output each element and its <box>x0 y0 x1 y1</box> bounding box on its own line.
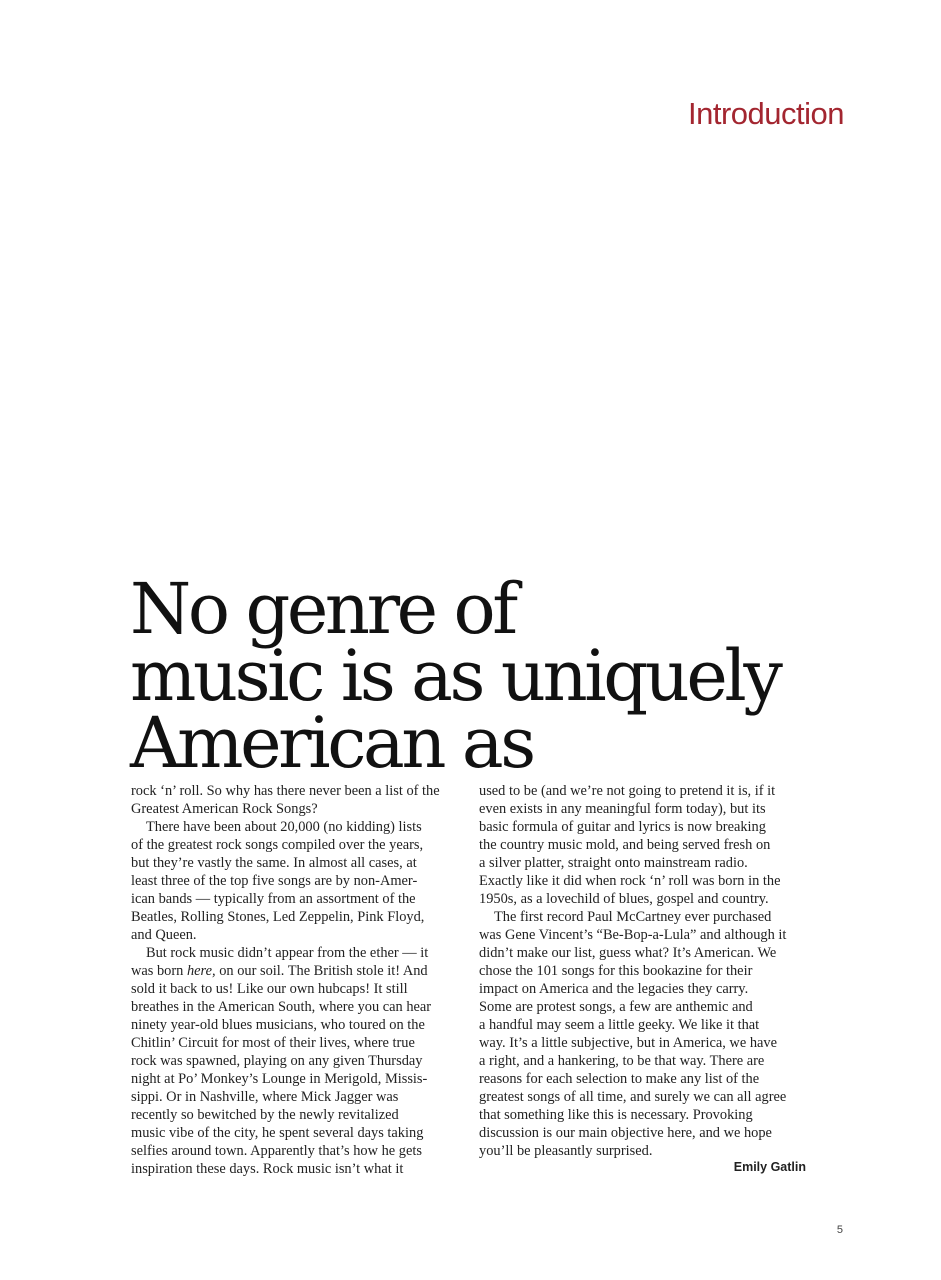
body-line: even exists in any meaningful form today), but its <box>479 801 766 817</box>
body-line: but they’re vastly the same. In almost all cases, at <box>131 855 417 871</box>
body-line: chose the 101 songs for this bookazine for their <box>479 963 753 979</box>
headline-line-3: American as <box>130 702 533 784</box>
body-line: and Queen. <box>131 927 197 943</box>
body-line: basic formula of guitar and lyrics is now breaking <box>479 819 766 835</box>
body-line: a handful may seem a little geeky. We like it that <box>479 1017 760 1033</box>
body-line: the country music mold, and being served fresh on <box>479 837 771 853</box>
body-line: Exactly like it did when rock ‘n’ roll was born in the <box>479 873 781 889</box>
body-line: was Gene Vincent’s “Be-Bop-a-Lula” and although it <box>479 927 787 943</box>
body-line: There have been about 20,000 (no kidding) lists <box>146 819 422 835</box>
body-line-text: on our soil. The British stole it! And <box>215 963 428 979</box>
body-line: rock ‘n’ roll. So why has there never been a list of the <box>131 783 440 799</box>
body-line: sold it back to us! Like our own hubcaps! It still <box>131 981 408 997</box>
body-line: used to be (and we’re not going to pretend it is, if it <box>479 783 776 799</box>
body-line: impact on America and the legacies they carry. <box>479 981 749 997</box>
body-line: Beatles, Rolling Stones, Led Zeppelin, Pink Floyd, <box>131 909 425 925</box>
body-line: of the greatest rock songs compiled over the years, <box>131 837 424 853</box>
body-line: ican bands — typically from an assortment of the <box>131 891 416 907</box>
body-line: that something like this is necessary. Provoking <box>479 1107 753 1123</box>
headline <box>130 568 850 784</box>
body-line <box>131 962 463 980</box>
body-line: music vibe of the city, he spent several days taking <box>131 1125 424 1141</box>
body-line: Some are protest songs, a few are anthemic and <box>479 999 753 1015</box>
body-line: reasons for each selection to make any list of the <box>479 1071 760 1087</box>
body-line: greatest songs of all time, and surely we can all agree <box>479 1089 787 1105</box>
body-line: The first record Paul McCartney ever purchased <box>494 909 772 925</box>
body-line: recently so bewitched by the newly revitalized <box>131 1107 399 1123</box>
body-column-left <box>131 782 463 1178</box>
body-line: selfies around town. Apparently that’s how he gets <box>131 1143 422 1159</box>
body-line: inspiration these days. Rock music isn’t what it <box>131 1161 404 1177</box>
body-line: Chitlin’ Circuit for most of their lives, where true <box>131 1035 415 1051</box>
author-byline: Emily Gatlin <box>733 1160 806 1174</box>
body-column-right <box>479 782 811 1160</box>
body-line: least three of the top five songs are by non-Amer- <box>131 873 418 889</box>
headline-line-1: No genre of <box>130 568 515 650</box>
body-line: a silver platter, straight onto mainstream radio. <box>479 855 748 871</box>
body-line: Greatest American Rock Songs? <box>131 801 318 817</box>
body-line: discussion is our main objective here, and we hope <box>479 1125 772 1141</box>
body-line: sippi. Or in Nashville, where Mick Jagger was <box>131 1089 399 1105</box>
body-line: you’ll be pleasantly surprised. <box>479 1143 653 1159</box>
body-line: But rock music didn’t appear from the ether — it <box>146 945 429 961</box>
page-number: 5 <box>836 1224 843 1236</box>
emphasis-here: here, <box>186 963 216 979</box>
body-line: breathes in the American South, where you can hear <box>131 999 432 1015</box>
headline-line-2: music is as uniquely <box>130 635 780 717</box>
body-line: rock was spawned, playing on any given Thursday <box>131 1053 423 1069</box>
body-line: a right, and a hankering, to be that way. There are <box>479 1053 765 1069</box>
body-line: 1950s, as a lovechild of blues, gospel and country. <box>479 891 769 907</box>
body-line: didn’t make our list, guess what? It’s American. We <box>479 945 777 961</box>
body-line: night at Po’ Monkey’s Lounge in Merigold, Missis- <box>131 1071 428 1087</box>
body-line: ninety year-old blues musicians, who toured on the <box>131 1017 425 1033</box>
body-line: way. It’s a little subjective, but in America, we have <box>479 1035 777 1051</box>
section-label: Introduction <box>688 96 844 131</box>
body-line-text: was born <box>131 963 187 979</box>
